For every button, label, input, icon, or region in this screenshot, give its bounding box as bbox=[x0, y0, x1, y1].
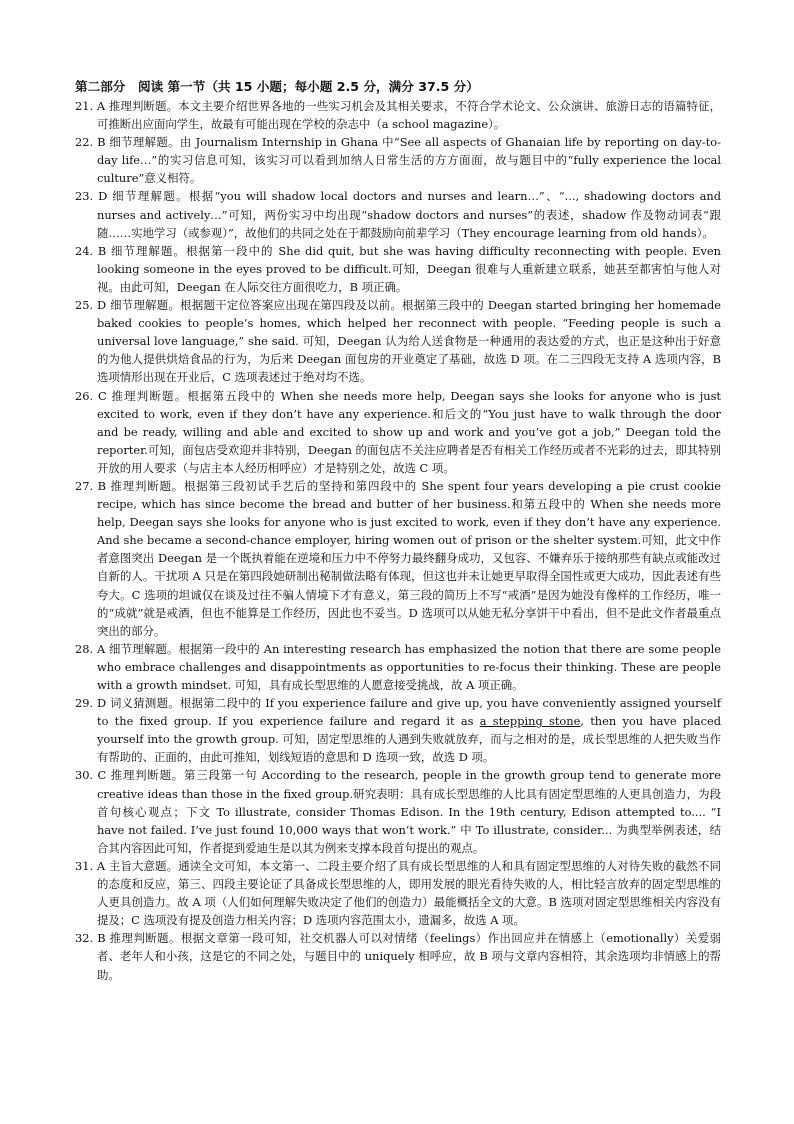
answer-item-29 bbox=[75, 694, 721, 766]
answer-item-29-text-before: 29. D 词义猜测题。根据第二段中的 If you experience failure and give up, you have conveniently assigned yourself to the fixed group. If you experience failure and regard it as bbox=[75, 696, 721, 729]
underlined-phrase: a stepping stone bbox=[479, 714, 581, 729]
answer-item-22: 22. B 细节理解题。由 Journalism Internship in Ghana 中“See all aspects of Ghanaian life by reporting on day-to-day life…”的实习信息可知，该实习可以看到加纳人日常生活的方方面面，故与题目中的“fully experience the local culture”意义相符。 bbox=[75, 135, 721, 186]
answer-item-26: 26. C 推理判断题。根据第五段中的 When she needs more help, Deegan says she looks for anyone who is just excited to work, even if they don’t have any experience.和后文的“You just have to walk through the door and be ready, willing and able and excited to show up and work and you’ve got a job,” Deegan told the reporter.可知，面包店受欢迎并非特别，Deegan 的面包店不关注应聘者是否有相关工作经历或者不光彩的过去，即其特别开放的用人要求（与店主本人经历相呼应）才是特别之处，故选 C 项。 bbox=[75, 388, 721, 475]
answer-item-23: 23. D 细节理解题。根据“you will shadow local doctors and nurses and learn…”、“..., shadowing doctors and nurses and actively…”可知，两份实习中均出现“shadow doctors and nurses”的表述，shadow 作及物动词表“跟随……实地学习（或参观）”，故他们的共同之处在于都鼓励向前辈学习（They encourage learning from old hands）。 bbox=[75, 189, 721, 240]
answer-item-29-text-after: , then you have placed yourself into the growth group. 可知，固定型思维的人遇到失败就放弃，而与之相对的是，成长型思维的人把失败当作有帮助的、正面的，由此可推知，划线短语的意思和 D 选项一致，故选 D 项。 bbox=[97, 714, 721, 765]
answer-item-24: 24. B 细节理解题。根据第一段中的 She did quit, but she was having difficulty reconnecting with people. Even looking someone in the eyes proved to be difficult.可知，Deegan 很难与人重新建立联系，她甚至都害怕与他人对视。由此可知，Deegan 在人际交往方面很吃力，B 项正确。 bbox=[75, 243, 721, 294]
answer-item-25: 25. D 细节理解题。根据题干定位答案应出现在第四段及以前。根据第三段中的 Deegan started bringing her homemade baked cookies to people’s homes, which helped her reconnect with people. “Feeding people is such a universal love language,” she said. 可知，Deegan 认为给人送食物是一种通用的表达爱的方式，也正是这种出于好意的为他人提供烘焙食品的行为，为后来 Deegan 面包房的开业奠定了基础，故选 D 项。在二三四段无支持 A 选项内容，B 选项情形出现在开业后，C 选项表述过于绝对均不选。 bbox=[75, 298, 721, 385]
answer-item-27: 27. B 推理判断题。根据第三段初试手艺后的坚持和第四段中的 She spent four years developing a pie crust cookie recipe, which has since become the bread and butter of her business.和第五段中的 When she needs more help, Deegan says she looks for anyone who is just excited to work, even if they don’t have any experience. And she became a second-chance employer, hiring women out of prison or the shelter system.可知，此文中作者意图突出 Deegan 是一个既执着能在逆境和压力中不停努力最终翻身成功，又包容、不嫌弃乐于接纳那些有缺点或能改过自新的人。干扰项 A 只是在第四段她研制出秘制做法略有体现，但这也并未让她更早取得全国性或更大成功，因此表述有些夸大。C 选项的坦诚仅在谈及过往不骗人情境下才有意义，第三段的简历上不写“戒酒”是因为她没有像样的工作经历，唯一的“成就”就是戒酒，但也不能算是工作经历，因此也不妥当。D 选项可以从她无私分享饼干中看出，但不是此文作者最重点突出的部分。 bbox=[75, 478, 721, 638]
answer-item-30: 30. C 推理判断题。第三段第一句 According to the research, people in the growth group tend to generate more creative ideas than those in the fixed group.研究表明：具有成长型思维的人比具有固定型思维的人更具创造力，为段首句核心观点；下文 To illustrate, consider Thomas Edison. In the 19th century, Edison attempted to.... “I have not failed. I’ve just found 10,000 ways that won’t work.” 中 To illustrate, consider... 为典型举例表述，结合其内容因此可知，作者提到爱迪生是以其为例来支撑本段首句提出的观点。 bbox=[75, 768, 721, 855]
answer-item-21: 21. A 推理判断题。本文主要介绍世界各地的一些实习机会及其相关要求，不符合学术论文、公众演讲、旅游日志的语篇特征，可推断出应面向学生，故最有可能出现在学校的杂志中（a school magazine）。 bbox=[75, 99, 721, 132]
answer-item-32: 32. B 推理判断题。根据文章第一段可知，社交机器人可以对情绪（feelings）作出回应并在情感上（emotionally）关爱弱者、老年人和小孩，这是它的不同之处，与题目中的 uniquely 相呼应，故 B 项与文章内容相符，其余选项均非情感上的帮助。 bbox=[75, 931, 721, 982]
answer-item-31: 31. A 主旨大意题。通读全文可知，本文第一、二段主要介绍了具有成长型思维的人和具有固定型思维的人对待失败的截然不同的态度和反应，第三、四段主要论证了具备成长型思维的人，即用发展的眼光看待失败的人，相比轻言放弃的固定型思维的人更具创造力。故 A 项（人们如何理解失败决定了他们的创造力）最能概括全文的大意。B 选项对固定型思维相关内容没有提及；C 选项没有提及创造力相关内容；D 选项内容范围太小，遗漏多，故选 A 项。 bbox=[75, 858, 721, 928]
section-heading: 第二部分 阅读 第一节（共 15 小题；每小题 2.5 分，满分 37.5 分） bbox=[75, 79, 479, 94]
answer-item-28: 28. A 细节理解题。根据第一段中的 An interesting research has emphasized the notion that there are some people who embrace challenges and disappointments as opportunities to re-focus their thinking. These are people with a growth mindset. 可知，具有成长型思维的人愿意接受挑战，故 A 项正确。 bbox=[75, 641, 721, 692]
answer-explanation-page bbox=[75, 78, 721, 984]
